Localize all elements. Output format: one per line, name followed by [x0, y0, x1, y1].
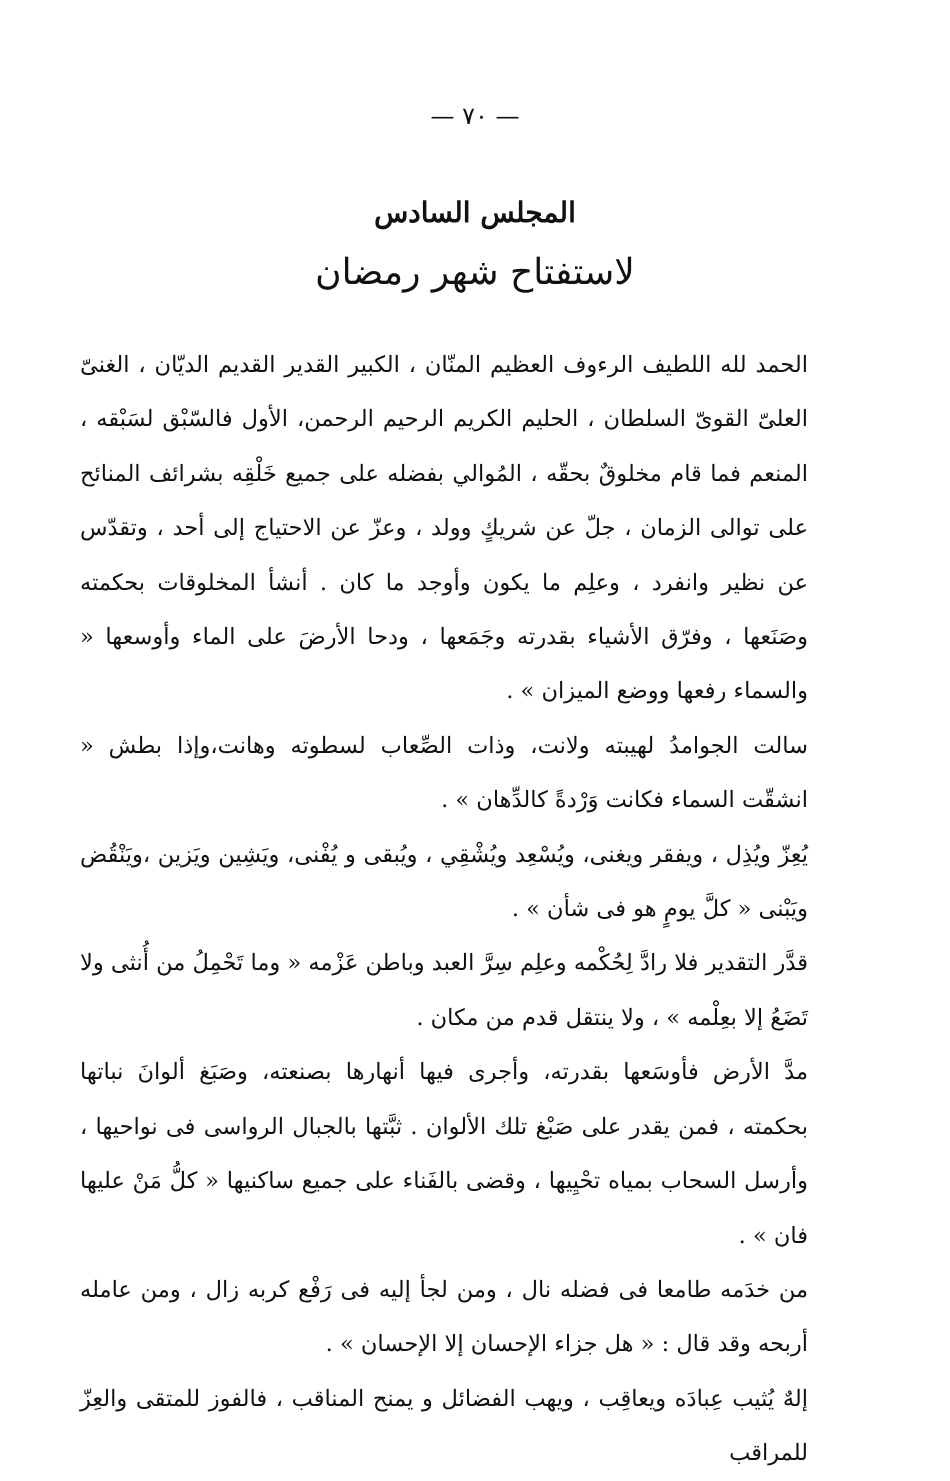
paragraph-5: مدَّ الأرض فأوسَعها بقدرته، وأجرى فيها أنهارها بصنعته، وصَبَغ ألوانَ نباتها بحكمته ، فمن يقدر على صَبْغ تلك الألوان . ثبَّتها بالجبال الرواسى فى نواحيها ، وأرسل السحاب بمياه تحْيِيها ، وقضى بالفَناء على جميع ساكنيها « كلُّ مَنْ عليها فان » .	[80, 1059, 808, 1249]
paragraph-4: قدَّر التقدير فلا رادَّ لِحُكْمه وعلِم سِرَّ العبد وباطن عَزْمه « وما تَحْمِلُ من أُنثى ولا تَضَعُ إلا بعِلْمه » ، ولا ينتقل قدم من مكان .	[80, 950, 808, 1031]
section-heading: المجلس السادس	[374, 196, 576, 229]
paragraph-2: سالت الجوامدُ لهيبته ولانت، وذات الصِّعاب لسطوته وهانت،وإذا بطش « انشقّت السماء فكانت وَرْدةً كالدِّهان » .	[80, 732, 808, 814]
body-text	[80, 338, 808, 1481]
paragraph-7: إلهٌ يُثيب عِبادَه ويعاقِب ، ويهب الفضائل و يمنح المناقب ، فالفوز للمتقى والعِزّ للمراقب	[80, 1385, 808, 1467]
page-number: — ٧٠ —	[430, 102, 520, 130]
section-subheading: لاستفتاح شهر رمضان	[315, 252, 635, 293]
paragraph-1: الحمد لله اللطيف الرءوف العظيم المنّان ، الكبير القدير القديم الديّان ، الغنىّ العلىّ القوىّ السلطان ، الحليم الكريم الرحيم الرحمن، الأول فالسّبْق لسَبْقه ، المنعم فما قام مخلوقٌ بحقّه ، المُوالي بفضله على جميع خَلْقِه بشرائف المنائح على توالى الزمان ، جلّ عن شريكٍ وولد ، وعزّ عن الاحتياج إلى أحد ، وتقدّس عن نظير وانفرد ، وعلِم ما يكون وأوجد ما كان . أنشأ المخلوقات بحكمته وصَنَعها ، وفرّق الأشياء بقدرته وجَمَعها ، ودحا الأرضَ على الماء وأوسعها « والسماء رفعها ووضع الميزان » .	[80, 352, 808, 705]
paragraph-6: من خدَمه طامعا فى فضله نال ، ومن لجأ إليه فى رَفْع كربه زال ، ومن عامله أربحه وقد قال : « هل جزاء الإحسان إلا الإحسان » .	[80, 1276, 808, 1358]
paragraph-3: يُعِزّ ويُذِل ، ويفقر ويغنى، ويُسْعِد ويُشْقِي ، ويُبقى و يُفْنى، ويَشِين ويَزين ،ويَنْقُض ويَبْنى « كلَّ يومٍ هو فى شأن » .	[80, 841, 808, 923]
